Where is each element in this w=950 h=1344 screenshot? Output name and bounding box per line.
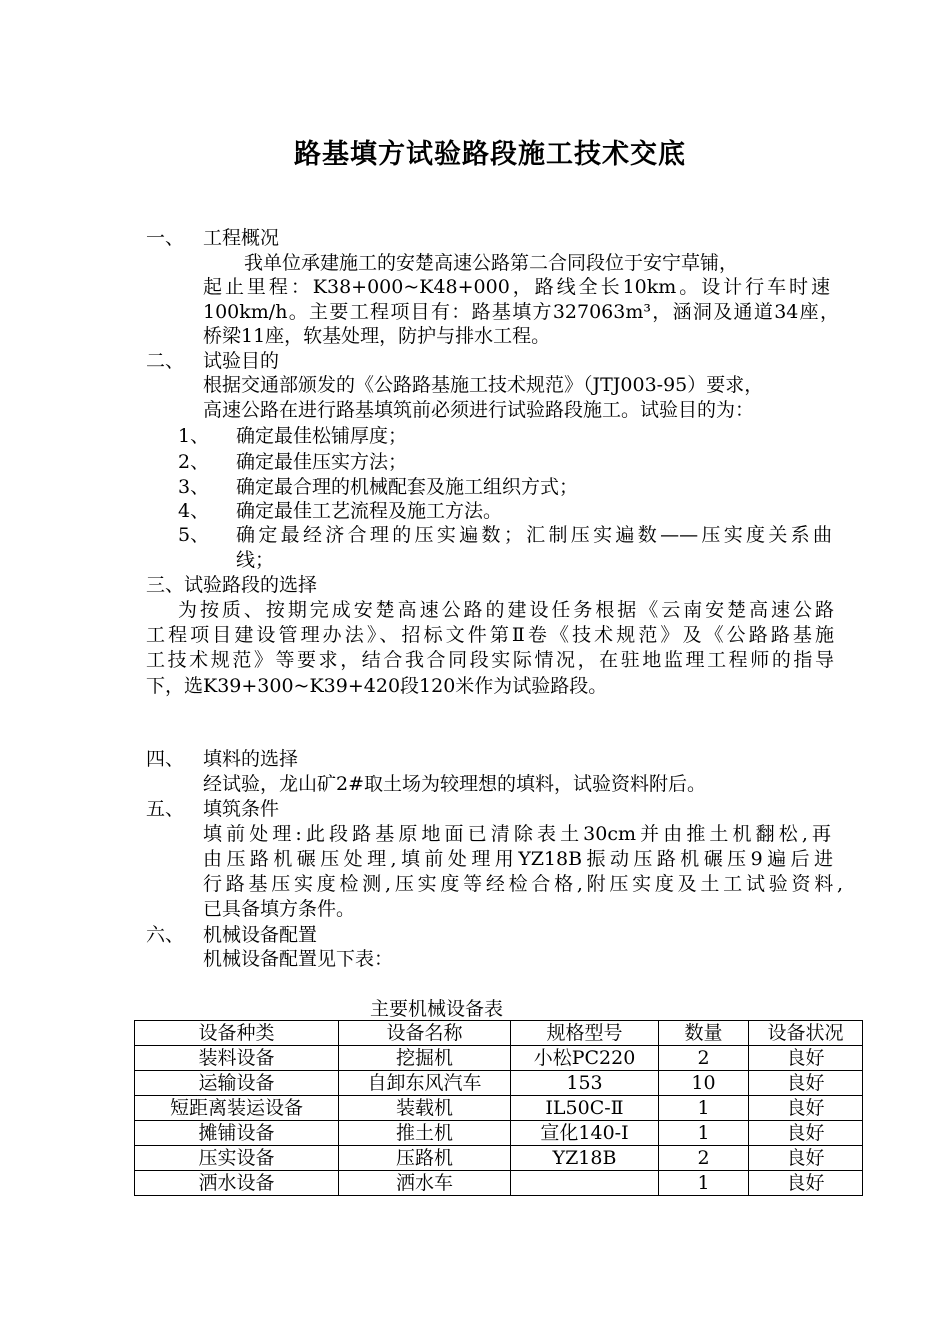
document-title: 路基填方试验路段施工技术交底 [294, 139, 686, 170]
section-1-number: 一、 [146, 227, 185, 249]
section-6-number: 六、 [146, 924, 185, 946]
table-row [135, 1071, 863, 1096]
table-cell: IL50C-Ⅱ [511, 1096, 659, 1121]
table-cell: 良好 [749, 1121, 863, 1146]
table-header-cell: 设备名称 [339, 1021, 511, 1046]
section-4-number: 四、 [146, 748, 185, 770]
table-row [135, 1046, 863, 1071]
list-item-number: 3、 [178, 476, 210, 498]
table-cell: 挖掘机 [339, 1046, 511, 1071]
table-cell: 自卸东风汽车 [339, 1071, 511, 1096]
table-cell: 装料设备 [135, 1046, 339, 1071]
table-cell: 运输设备 [135, 1071, 339, 1096]
list-item-text: 确定最佳松铺厚度； [236, 425, 408, 447]
section-5-line: 由压路机碾压处理,填前处理用YZ18B振动压路机碾压9遍后进 [203, 848, 833, 870]
section-5-line: 已具备填方条件。 [203, 898, 356, 920]
table-cell [511, 1171, 659, 1196]
table-cell: 1 [659, 1096, 749, 1121]
section-5-heading: 填筑条件 [203, 798, 280, 820]
table-cell: 1 [659, 1171, 749, 1196]
table-cell: 2 [659, 1146, 749, 1171]
table-cell: 良好 [749, 1171, 863, 1196]
section-2-heading: 试验目的 [203, 350, 280, 372]
section-3-line: 工技术规范》等要求，结合我合同段实际情况，在驻地监理工程师的指导 [146, 649, 834, 671]
section-1-line: 起止里程：K38+000~K48+000，路线全长10km。设计行车时速 [203, 276, 830, 298]
table-cell: 良好 [749, 1146, 863, 1171]
section-3-heading: 三、试验路段的选择 [146, 574, 318, 596]
section-1-line: 我单位承建施工的安楚高速公路第二合同段位于安宁草铺， [244, 252, 739, 274]
table-cell: 良好 [749, 1096, 863, 1121]
table-cell: YZ18B [511, 1146, 659, 1171]
table-cell: 装载机 [339, 1096, 511, 1121]
section-5-number: 五、 [146, 798, 185, 820]
section-3-line: 工程项目建设管理办法》、招标文件第Ⅱ卷《技术规范》及《公路路基施 [146, 624, 834, 646]
table-row [135, 1096, 863, 1121]
section-4-heading: 填料的选择 [203, 748, 299, 770]
list-item-number: 4、 [178, 500, 210, 522]
table-header-cell: 设备种类 [135, 1021, 339, 1046]
table-cell: 小松PC220 [511, 1046, 659, 1071]
section-6-line: 机械设备配置见下表： [203, 948, 394, 970]
section-2-line: 根据交通部颁发的《公路路基施工技术规范》（JTJ003-95）要求， [203, 374, 764, 396]
table-cell: 良好 [749, 1071, 863, 1096]
list-item-number: 2、 [178, 451, 210, 473]
section-2-number: 二、 [146, 350, 185, 372]
section-6-heading: 机械设备配置 [203, 924, 318, 946]
section-5-line: 行路基压实度检测,压实度等经检合格,附压实度及土工试验资料, [203, 873, 843, 895]
table-cell: 压路机 [339, 1146, 511, 1171]
table-header-cell: 设备状况 [749, 1021, 863, 1046]
table-header-cell: 数量 [659, 1021, 749, 1046]
list-item-number: 5、 [178, 524, 210, 546]
table-cell: 宣化140-Ⅰ [511, 1121, 659, 1146]
table-header-row [135, 1021, 863, 1046]
table-cell: 推土机 [339, 1121, 511, 1146]
table-cell: 洒水车 [339, 1171, 511, 1196]
section-1-line: 桥梁11座，软基处理，防护与排水工程。 [203, 325, 551, 347]
list-item-number: 1、 [178, 425, 210, 447]
table-cell: 2 [659, 1046, 749, 1071]
table-cell: 153 [511, 1071, 659, 1096]
table-header-cell: 规格型号 [511, 1021, 659, 1046]
table-caption: 主要机械设备表 [370, 998, 504, 1020]
table-row [135, 1146, 863, 1171]
list-item-text: 确定最佳压实方法； [236, 451, 408, 473]
table-cell: 1 [659, 1121, 749, 1146]
table-cell: 10 [659, 1071, 749, 1096]
section-3-line: 为按质、按期完成安楚高速公路的建设任务根据《云南安楚高速公路 [178, 599, 834, 621]
list-item-text: 确定最佳工艺流程及施工方法。 [236, 500, 503, 522]
list-item-text: 确定最合理的机械配套及施工组织方式； [236, 476, 579, 498]
list-item-continuation: 线； [236, 549, 275, 571]
section-5-line: 填前处理:此段路基原地面已清除表土30cm并由推土机翻松,再 [203, 823, 831, 845]
table-cell: 洒水设备 [135, 1171, 339, 1196]
table-row [135, 1121, 863, 1146]
table-row [135, 1171, 863, 1196]
table-cell: 良好 [749, 1046, 863, 1071]
section-1-heading: 工程概况 [203, 227, 280, 249]
list-item-text: 确定最经济合理的压实遍数；汇制压实遍数——压实度关系曲 [236, 524, 832, 546]
section-2-line: 高速公路在进行路基填筑前必须进行试验路段施工。试验目的为： [203, 399, 755, 421]
section-4-line: 经试验，龙山矿2#取土场为较理想的填料，试验资料附后。 [203, 773, 707, 795]
table-cell: 摊铺设备 [135, 1121, 339, 1146]
section-1-line: 100km/h。主要工程项目有：路基填方327063m³，涵洞及通道34座， [203, 301, 839, 323]
section-3-line: 下，选K39+300~K39+420段120米作为试验路段。 [146, 675, 608, 697]
equipment-table [134, 1020, 863, 1196]
table-cell: 压实设备 [135, 1146, 339, 1171]
table-cell: 短距离装运设备 [135, 1096, 339, 1121]
